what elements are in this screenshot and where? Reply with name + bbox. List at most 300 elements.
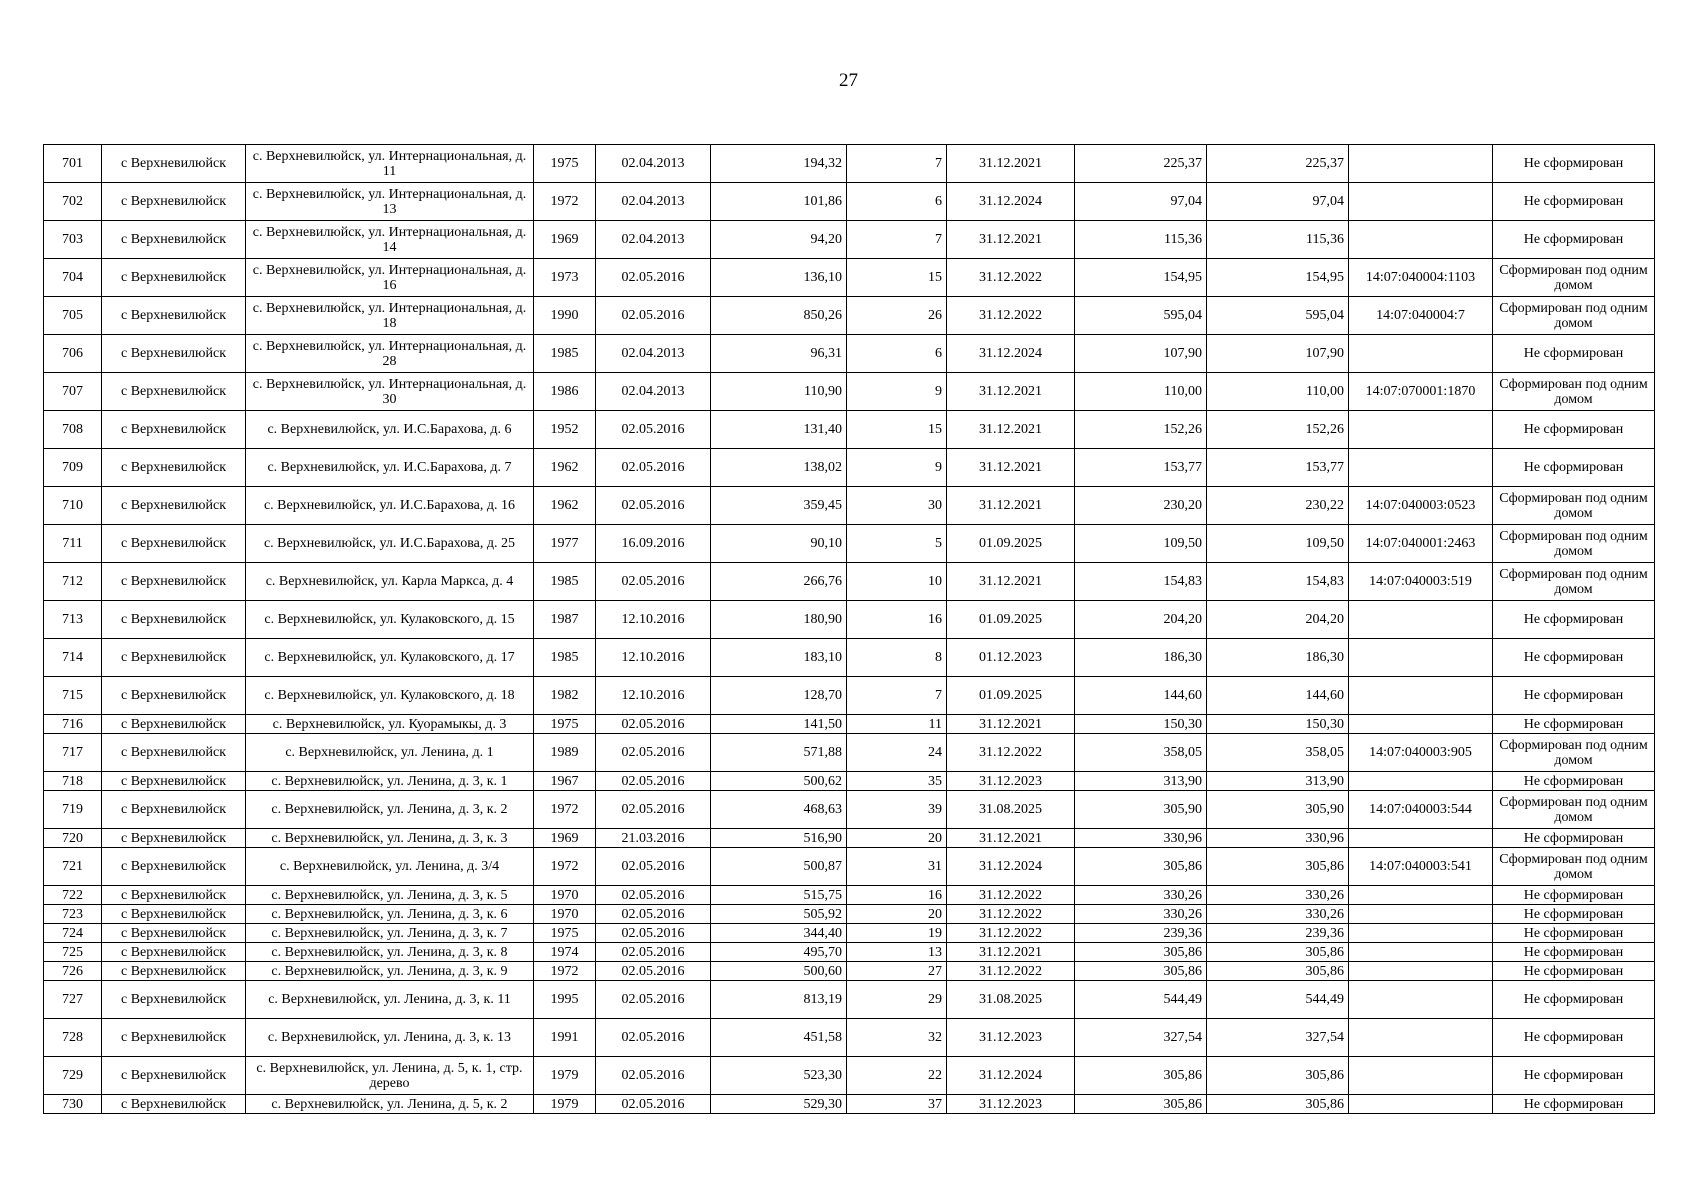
cell-inclusion-date: 02.05.2016 bbox=[596, 886, 711, 905]
cell-row-number: 714 bbox=[44, 639, 102, 677]
cell-planned-date: 01.12.2023 bbox=[947, 639, 1075, 677]
table-row bbox=[44, 335, 1655, 373]
table-row bbox=[44, 829, 1655, 848]
cell-inclusion-date: 02.05.2016 bbox=[596, 259, 711, 297]
cell-row-number: 710 bbox=[44, 487, 102, 525]
cell-cadastral-number bbox=[1349, 886, 1493, 905]
cell-value-2: 154,83 bbox=[1207, 563, 1349, 601]
cell-inclusion-date: 02.05.2016 bbox=[596, 962, 711, 981]
cell-value-1: 230,20 bbox=[1075, 487, 1207, 525]
cell-value-2: 150,30 bbox=[1207, 715, 1349, 734]
cell-inclusion-date: 02.05.2016 bbox=[596, 449, 711, 487]
cell-apartment-count: 20 bbox=[847, 905, 947, 924]
cell-land-status: Не сформирован bbox=[1493, 905, 1655, 924]
cell-value-2: 239,36 bbox=[1207, 924, 1349, 943]
cell-value-1: 109,50 bbox=[1075, 525, 1207, 563]
cell-address: с. Верхневилюйск, ул. Ленина, д. 3, к. 13 bbox=[246, 1019, 534, 1057]
cell-settlement: с Верхневилюйск bbox=[102, 981, 246, 1019]
cell-value-1: 595,04 bbox=[1075, 297, 1207, 335]
table-row bbox=[44, 791, 1655, 829]
cell-cadastral-number: 14:07:040001:2463 bbox=[1349, 525, 1493, 563]
cell-build-year: 1973 bbox=[534, 259, 596, 297]
cell-address: с. Верхневилюйск, ул. Интернациональная, д. 11 bbox=[246, 145, 534, 183]
cell-planned-date: 31.12.2021 bbox=[947, 715, 1075, 734]
table-row bbox=[44, 145, 1655, 183]
cell-value-2: 544,49 bbox=[1207, 981, 1349, 1019]
cell-build-year: 1962 bbox=[534, 487, 596, 525]
table-row bbox=[44, 677, 1655, 715]
cell-settlement: с Верхневилюйск bbox=[102, 715, 246, 734]
cell-land-status: Сформирован под одним домом bbox=[1493, 563, 1655, 601]
cell-address: с. Верхневилюйск, ул. Кулаковского, д. 15 bbox=[246, 601, 534, 639]
cell-land-status: Сформирован под одним домом bbox=[1493, 297, 1655, 335]
cell-cadastral-number bbox=[1349, 924, 1493, 943]
cell-address: с. Верхневилюйск, ул. Ленина, д. 5, к. 2 bbox=[246, 1095, 534, 1114]
table-row bbox=[44, 1019, 1655, 1057]
cell-inclusion-date: 12.10.2016 bbox=[596, 677, 711, 715]
cell-settlement: с Верхневилюйск bbox=[102, 886, 246, 905]
cell-inclusion-date: 02.05.2016 bbox=[596, 981, 711, 1019]
cell-settlement: с Верхневилюйск bbox=[102, 487, 246, 525]
cell-land-status: Сформирован под одним домом bbox=[1493, 848, 1655, 886]
cell-value-2: 305,86 bbox=[1207, 943, 1349, 962]
cell-value-1: 144,60 bbox=[1075, 677, 1207, 715]
cell-value-1: 330,96 bbox=[1075, 829, 1207, 848]
page-number: 27 bbox=[839, 70, 858, 91]
cell-inclusion-date: 02.05.2016 bbox=[596, 715, 711, 734]
cell-planned-date: 31.12.2021 bbox=[947, 829, 1075, 848]
table-row bbox=[44, 848, 1655, 886]
cell-apartment-count: 24 bbox=[847, 734, 947, 772]
cell-inclusion-date: 02.05.2016 bbox=[596, 1095, 711, 1114]
cell-apartment-count: 7 bbox=[847, 677, 947, 715]
cell-row-number: 729 bbox=[44, 1057, 102, 1095]
cell-land-status: Не сформирован bbox=[1493, 772, 1655, 791]
cell-value-2: 327,54 bbox=[1207, 1019, 1349, 1057]
cell-build-year: 1974 bbox=[534, 943, 596, 962]
cell-address: с. Верхневилюйск, ул. Ленина, д. 1 bbox=[246, 734, 534, 772]
cell-apartment-count: 9 bbox=[847, 373, 947, 411]
table-row bbox=[44, 905, 1655, 924]
cell-row-number: 719 bbox=[44, 791, 102, 829]
cell-settlement: с Верхневилюйск bbox=[102, 791, 246, 829]
cell-row-number: 711 bbox=[44, 525, 102, 563]
cell-value-2: 305,86 bbox=[1207, 1057, 1349, 1095]
cell-build-year: 1995 bbox=[534, 981, 596, 1019]
cell-inclusion-date: 02.04.2013 bbox=[596, 145, 711, 183]
cell-inclusion-date: 02.05.2016 bbox=[596, 1057, 711, 1095]
cell-apartment-count: 37 bbox=[847, 1095, 947, 1114]
cell-value-2: 305,86 bbox=[1207, 962, 1349, 981]
cell-address: с. Верхневилюйск, ул. Ленина, д. 3, к. 9 bbox=[246, 962, 534, 981]
cell-value-1: 330,26 bbox=[1075, 905, 1207, 924]
cell-area: 101,86 bbox=[711, 183, 847, 221]
cell-apartment-count: 11 bbox=[847, 715, 947, 734]
cell-apartment-count: 8 bbox=[847, 639, 947, 677]
cell-planned-date: 31.12.2024 bbox=[947, 1057, 1075, 1095]
cell-cadastral-number: 14:07:040004:7 bbox=[1349, 297, 1493, 335]
cell-land-status: Сформирован под одним домом bbox=[1493, 734, 1655, 772]
cell-area: 451,58 bbox=[711, 1019, 847, 1057]
cell-settlement: с Верхневилюйск bbox=[102, 449, 246, 487]
cell-apartment-count: 20 bbox=[847, 829, 947, 848]
cell-apartment-count: 6 bbox=[847, 183, 947, 221]
table-row bbox=[44, 924, 1655, 943]
cell-build-year: 1969 bbox=[534, 221, 596, 259]
cell-planned-date: 31.12.2023 bbox=[947, 772, 1075, 791]
cell-planned-date: 31.12.2022 bbox=[947, 924, 1075, 943]
cell-value-1: 239,36 bbox=[1075, 924, 1207, 943]
cell-address: с. Верхневилюйск, ул. Интернациональная, д. 14 bbox=[246, 221, 534, 259]
cell-address: с. Верхневилюйск, ул. Интернациональная, д. 28 bbox=[246, 335, 534, 373]
cell-build-year: 1986 bbox=[534, 373, 596, 411]
cell-area: 850,26 bbox=[711, 297, 847, 335]
cell-value-1: 305,86 bbox=[1075, 1095, 1207, 1114]
cell-area: 128,70 bbox=[711, 677, 847, 715]
cell-area: 359,45 bbox=[711, 487, 847, 525]
cell-apartment-count: 39 bbox=[847, 791, 947, 829]
cell-inclusion-date: 02.05.2016 bbox=[596, 563, 711, 601]
cell-area: 529,30 bbox=[711, 1095, 847, 1114]
cell-settlement: с Верхневилюйск bbox=[102, 962, 246, 981]
cell-area: 571,88 bbox=[711, 734, 847, 772]
cell-cadastral-number bbox=[1349, 715, 1493, 734]
cell-value-1: 154,95 bbox=[1075, 259, 1207, 297]
cell-cadastral-number bbox=[1349, 772, 1493, 791]
cell-build-year: 1969 bbox=[534, 829, 596, 848]
cell-value-2: 330,26 bbox=[1207, 886, 1349, 905]
cell-cadastral-number: 14:07:040003:519 bbox=[1349, 563, 1493, 601]
cell-planned-date: 31.08.2025 bbox=[947, 981, 1075, 1019]
cell-value-2: 97,04 bbox=[1207, 183, 1349, 221]
cell-build-year: 1970 bbox=[534, 886, 596, 905]
cell-settlement: с Верхневилюйск bbox=[102, 639, 246, 677]
cell-cadastral-number bbox=[1349, 1057, 1493, 1095]
cell-cadastral-number bbox=[1349, 335, 1493, 373]
cell-inclusion-date: 21.03.2016 bbox=[596, 829, 711, 848]
cell-inclusion-date: 16.09.2016 bbox=[596, 525, 711, 563]
cell-value-2: 305,86 bbox=[1207, 848, 1349, 886]
cell-apartment-count: 32 bbox=[847, 1019, 947, 1057]
cell-address: с. Верхневилюйск, ул. Кулаковского, д. 18 bbox=[246, 677, 534, 715]
cell-cadastral-number bbox=[1349, 145, 1493, 183]
cell-settlement: с Верхневилюйск bbox=[102, 601, 246, 639]
cell-value-2: 152,26 bbox=[1207, 411, 1349, 449]
cell-row-number: 713 bbox=[44, 601, 102, 639]
cell-row-number: 716 bbox=[44, 715, 102, 734]
cell-inclusion-date: 02.04.2013 bbox=[596, 373, 711, 411]
cell-build-year: 1972 bbox=[534, 962, 596, 981]
cell-land-status: Не сформирован bbox=[1493, 183, 1655, 221]
cell-apartment-count: 6 bbox=[847, 335, 947, 373]
cell-value-2: 305,86 bbox=[1207, 1095, 1349, 1114]
cell-area: 523,30 bbox=[711, 1057, 847, 1095]
cell-apartment-count: 19 bbox=[847, 924, 947, 943]
cell-address: с. Верхневилюйск, ул. Интернациональная, д. 13 bbox=[246, 183, 534, 221]
cell-cadastral-number bbox=[1349, 1019, 1493, 1057]
cell-area: 141,50 bbox=[711, 715, 847, 734]
cell-land-status: Не сформирован bbox=[1493, 829, 1655, 848]
cell-settlement: с Верхневилюйск bbox=[102, 335, 246, 373]
cell-apartment-count: 15 bbox=[847, 259, 947, 297]
cell-cadastral-number: 14:07:040003:544 bbox=[1349, 791, 1493, 829]
cell-value-1: 330,26 bbox=[1075, 886, 1207, 905]
cell-area: 515,75 bbox=[711, 886, 847, 905]
cell-build-year: 1979 bbox=[534, 1057, 596, 1095]
table-row bbox=[44, 734, 1655, 772]
cell-value-2: 109,50 bbox=[1207, 525, 1349, 563]
cell-address: с. Верхневилюйск, ул. Ленина, д. 3, к. 7 bbox=[246, 924, 534, 943]
cell-address: с. Верхневилюйск, ул. И.С.Барахова, д. 16 bbox=[246, 487, 534, 525]
cell-planned-date: 31.12.2021 bbox=[947, 449, 1075, 487]
cell-land-status: Не сформирован bbox=[1493, 335, 1655, 373]
cell-settlement: с Верхневилюйск bbox=[102, 1057, 246, 1095]
cell-value-2: 230,22 bbox=[1207, 487, 1349, 525]
cell-planned-date: 31.12.2024 bbox=[947, 335, 1075, 373]
cell-settlement: с Верхневилюйск bbox=[102, 183, 246, 221]
cell-settlement: с Верхневилюйск bbox=[102, 525, 246, 563]
cell-land-status: Не сформирован bbox=[1493, 1019, 1655, 1057]
cell-row-number: 720 bbox=[44, 829, 102, 848]
cell-area: 266,76 bbox=[711, 563, 847, 601]
housing-register-table bbox=[43, 144, 1655, 1114]
cell-address: с. Верхневилюйск, ул. Ленина, д. 3, к. 2 bbox=[246, 791, 534, 829]
cell-apartment-count: 35 bbox=[847, 772, 947, 791]
table-row bbox=[44, 886, 1655, 905]
cell-land-status: Сформирован под одним домом bbox=[1493, 259, 1655, 297]
cell-planned-date: 31.12.2021 bbox=[947, 373, 1075, 411]
cell-build-year: 1962 bbox=[534, 449, 596, 487]
cell-value-1: 305,86 bbox=[1075, 962, 1207, 981]
cell-row-number: 724 bbox=[44, 924, 102, 943]
cell-area: 183,10 bbox=[711, 639, 847, 677]
cell-cadastral-number bbox=[1349, 221, 1493, 259]
cell-apartment-count: 13 bbox=[847, 943, 947, 962]
cell-build-year: 1990 bbox=[534, 297, 596, 335]
cell-area: 500,60 bbox=[711, 962, 847, 981]
cell-planned-date: 31.12.2024 bbox=[947, 848, 1075, 886]
cell-value-2: 313,90 bbox=[1207, 772, 1349, 791]
cell-value-1: 115,36 bbox=[1075, 221, 1207, 259]
cell-address: с. Верхневилюйск, ул. Ленина, д. 3, к. 5 bbox=[246, 886, 534, 905]
cell-land-status: Сформирован под одним домом bbox=[1493, 525, 1655, 563]
cell-planned-date: 31.12.2022 bbox=[947, 259, 1075, 297]
cell-build-year: 1970 bbox=[534, 905, 596, 924]
cell-cadastral-number: 14:07:040003:541 bbox=[1349, 848, 1493, 886]
cell-area: 495,70 bbox=[711, 943, 847, 962]
cell-land-status: Сформирован под одним домом bbox=[1493, 487, 1655, 525]
table-row bbox=[44, 183, 1655, 221]
cell-build-year: 1985 bbox=[534, 335, 596, 373]
cell-area: 500,62 bbox=[711, 772, 847, 791]
cell-address: с. Верхневилюйск, ул. Куорамыкы, д. 3 bbox=[246, 715, 534, 734]
cell-row-number: 726 bbox=[44, 962, 102, 981]
cell-row-number: 702 bbox=[44, 183, 102, 221]
cell-value-1: 305,90 bbox=[1075, 791, 1207, 829]
cell-cadastral-number bbox=[1349, 981, 1493, 1019]
cell-cadastral-number bbox=[1349, 183, 1493, 221]
cell-area: 194,32 bbox=[711, 145, 847, 183]
cell-land-status: Не сформирован bbox=[1493, 715, 1655, 734]
cell-cadastral-number bbox=[1349, 829, 1493, 848]
cell-row-number: 728 bbox=[44, 1019, 102, 1057]
cell-inclusion-date: 02.05.2016 bbox=[596, 487, 711, 525]
cell-row-number: 722 bbox=[44, 886, 102, 905]
cell-area: 813,19 bbox=[711, 981, 847, 1019]
cell-apartment-count: 16 bbox=[847, 886, 947, 905]
cell-address: с. Верхневилюйск, ул. Кулаковского, д. 17 bbox=[246, 639, 534, 677]
cell-settlement: с Верхневилюйск bbox=[102, 411, 246, 449]
cell-land-status: Сформирован под одним домом bbox=[1493, 373, 1655, 411]
cell-settlement: с Верхневилюйск bbox=[102, 297, 246, 335]
cell-build-year: 1975 bbox=[534, 924, 596, 943]
cell-inclusion-date: 02.05.2016 bbox=[596, 905, 711, 924]
cell-planned-date: 31.12.2023 bbox=[947, 1019, 1075, 1057]
cell-planned-date: 31.12.2021 bbox=[947, 145, 1075, 183]
cell-land-status: Не сформирован bbox=[1493, 145, 1655, 183]
cell-inclusion-date: 02.05.2016 bbox=[596, 297, 711, 335]
cell-address: с. Верхневилюйск, ул. Карла Маркса, д. 4 bbox=[246, 563, 534, 601]
table-row bbox=[44, 639, 1655, 677]
cell-value-2: 330,96 bbox=[1207, 829, 1349, 848]
cell-row-number: 725 bbox=[44, 943, 102, 962]
cell-planned-date: 31.12.2021 bbox=[947, 221, 1075, 259]
cell-value-2: 204,20 bbox=[1207, 601, 1349, 639]
cell-inclusion-date: 02.05.2016 bbox=[596, 791, 711, 829]
cell-value-2: 595,04 bbox=[1207, 297, 1349, 335]
cell-value-2: 186,30 bbox=[1207, 639, 1349, 677]
cell-inclusion-date: 12.10.2016 bbox=[596, 639, 711, 677]
cell-settlement: с Верхневилюйск bbox=[102, 373, 246, 411]
table-row bbox=[44, 487, 1655, 525]
cell-address: с. Верхневилюйск, ул. И.С.Барахова, д. 6 bbox=[246, 411, 534, 449]
cell-address: с. Верхневилюйск, ул. Интернациональная, д. 16 bbox=[246, 259, 534, 297]
cell-cadastral-number bbox=[1349, 1095, 1493, 1114]
cell-value-2: 107,90 bbox=[1207, 335, 1349, 373]
cell-land-status: Не сформирован bbox=[1493, 639, 1655, 677]
table-row bbox=[44, 981, 1655, 1019]
cell-area: 96,31 bbox=[711, 335, 847, 373]
cell-land-status: Не сформирован bbox=[1493, 943, 1655, 962]
cell-value-2: 115,36 bbox=[1207, 221, 1349, 259]
cell-cadastral-number bbox=[1349, 905, 1493, 924]
cell-land-status: Не сформирован bbox=[1493, 924, 1655, 943]
cell-row-number: 706 bbox=[44, 335, 102, 373]
table-row bbox=[44, 772, 1655, 791]
cell-build-year: 1952 bbox=[534, 411, 596, 449]
cell-build-year: 1975 bbox=[534, 715, 596, 734]
table-row bbox=[44, 221, 1655, 259]
cell-value-1: 107,90 bbox=[1075, 335, 1207, 373]
cell-land-status: Сформирован под одним домом bbox=[1493, 791, 1655, 829]
cell-planned-date: 01.09.2025 bbox=[947, 525, 1075, 563]
cell-inclusion-date: 02.05.2016 bbox=[596, 734, 711, 772]
cell-row-number: 707 bbox=[44, 373, 102, 411]
cell-inclusion-date: 02.05.2016 bbox=[596, 848, 711, 886]
cell-planned-date: 31.12.2023 bbox=[947, 1095, 1075, 1114]
cell-planned-date: 31.12.2021 bbox=[947, 411, 1075, 449]
cell-value-2: 154,95 bbox=[1207, 259, 1349, 297]
cell-settlement: с Верхневилюйск bbox=[102, 848, 246, 886]
cell-cadastral-number bbox=[1349, 677, 1493, 715]
cell-settlement: с Верхневилюйск bbox=[102, 829, 246, 848]
cell-build-year: 1991 bbox=[534, 1019, 596, 1057]
table-row bbox=[44, 449, 1655, 487]
cell-row-number: 704 bbox=[44, 259, 102, 297]
cell-value-2: 358,05 bbox=[1207, 734, 1349, 772]
cell-apartment-count: 26 bbox=[847, 297, 947, 335]
cell-settlement: с Верхневилюйск bbox=[102, 1019, 246, 1057]
cell-planned-date: 31.08.2025 bbox=[947, 791, 1075, 829]
cell-build-year: 1972 bbox=[534, 848, 596, 886]
cell-value-1: 305,86 bbox=[1075, 943, 1207, 962]
cell-value-2: 225,37 bbox=[1207, 145, 1349, 183]
cell-value-1: 110,00 bbox=[1075, 373, 1207, 411]
cell-planned-date: 31.12.2021 bbox=[947, 487, 1075, 525]
cell-cadastral-number bbox=[1349, 639, 1493, 677]
cell-settlement: с Верхневилюйск bbox=[102, 677, 246, 715]
cell-row-number: 730 bbox=[44, 1095, 102, 1114]
table-row bbox=[44, 1095, 1655, 1114]
cell-settlement: с Верхневилюйск bbox=[102, 221, 246, 259]
cell-land-status: Не сформирован bbox=[1493, 981, 1655, 1019]
cell-area: 180,90 bbox=[711, 601, 847, 639]
cell-planned-date: 31.12.2021 bbox=[947, 563, 1075, 601]
cell-address: с. Верхневилюйск, ул. Ленина, д. 5, к. 1, стр. дерево bbox=[246, 1057, 534, 1095]
cell-settlement: с Верхневилюйск bbox=[102, 734, 246, 772]
cell-land-status: Не сформирован bbox=[1493, 962, 1655, 981]
cell-value-1: 358,05 bbox=[1075, 734, 1207, 772]
cell-settlement: с Верхневилюйск bbox=[102, 905, 246, 924]
cell-land-status: Не сформирован bbox=[1493, 449, 1655, 487]
cell-build-year: 1967 bbox=[534, 772, 596, 791]
cell-value-1: 313,90 bbox=[1075, 772, 1207, 791]
cell-value-1: 152,26 bbox=[1075, 411, 1207, 449]
cell-value-1: 186,30 bbox=[1075, 639, 1207, 677]
table-row bbox=[44, 943, 1655, 962]
cell-row-number: 705 bbox=[44, 297, 102, 335]
cell-row-number: 712 bbox=[44, 563, 102, 601]
cell-row-number: 718 bbox=[44, 772, 102, 791]
table-row bbox=[44, 715, 1655, 734]
cell-cadastral-number: 14:07:070001:1870 bbox=[1349, 373, 1493, 411]
cell-planned-date: 31.12.2022 bbox=[947, 905, 1075, 924]
cell-land-status: Не сформирован bbox=[1493, 677, 1655, 715]
cell-area: 110,90 bbox=[711, 373, 847, 411]
cell-settlement: с Верхневилюйск bbox=[102, 943, 246, 962]
cell-land-status: Не сформирован bbox=[1493, 1095, 1655, 1114]
cell-value-2: 330,26 bbox=[1207, 905, 1349, 924]
cell-build-year: 1975 bbox=[534, 145, 596, 183]
cell-apartment-count: 10 bbox=[847, 563, 947, 601]
cell-apartment-count: 22 bbox=[847, 1057, 947, 1095]
cell-address: с. Верхневилюйск, ул. Ленина, д. 3, к. 1 bbox=[246, 772, 534, 791]
cell-settlement: с Верхневилюйск bbox=[102, 563, 246, 601]
cell-planned-date: 31.12.2022 bbox=[947, 734, 1075, 772]
cell-inclusion-date: 02.05.2016 bbox=[596, 1019, 711, 1057]
cell-planned-date: 31.12.2024 bbox=[947, 183, 1075, 221]
cell-value-1: 153,77 bbox=[1075, 449, 1207, 487]
cell-land-status: Не сформирован bbox=[1493, 1057, 1655, 1095]
cell-inclusion-date: 02.05.2016 bbox=[596, 924, 711, 943]
cell-build-year: 1972 bbox=[534, 183, 596, 221]
cell-apartment-count: 7 bbox=[847, 145, 947, 183]
table-row bbox=[44, 1057, 1655, 1095]
cell-apartment-count: 9 bbox=[847, 449, 947, 487]
cell-address: с. Верхневилюйск, ул. Ленина, д. 3, к. 6 bbox=[246, 905, 534, 924]
cell-address: с. Верхневилюйск, ул. Ленина, д. 3/4 bbox=[246, 848, 534, 886]
cell-address: с. Верхневилюйск, ул. И.С.Барахова, д. 25 bbox=[246, 525, 534, 563]
